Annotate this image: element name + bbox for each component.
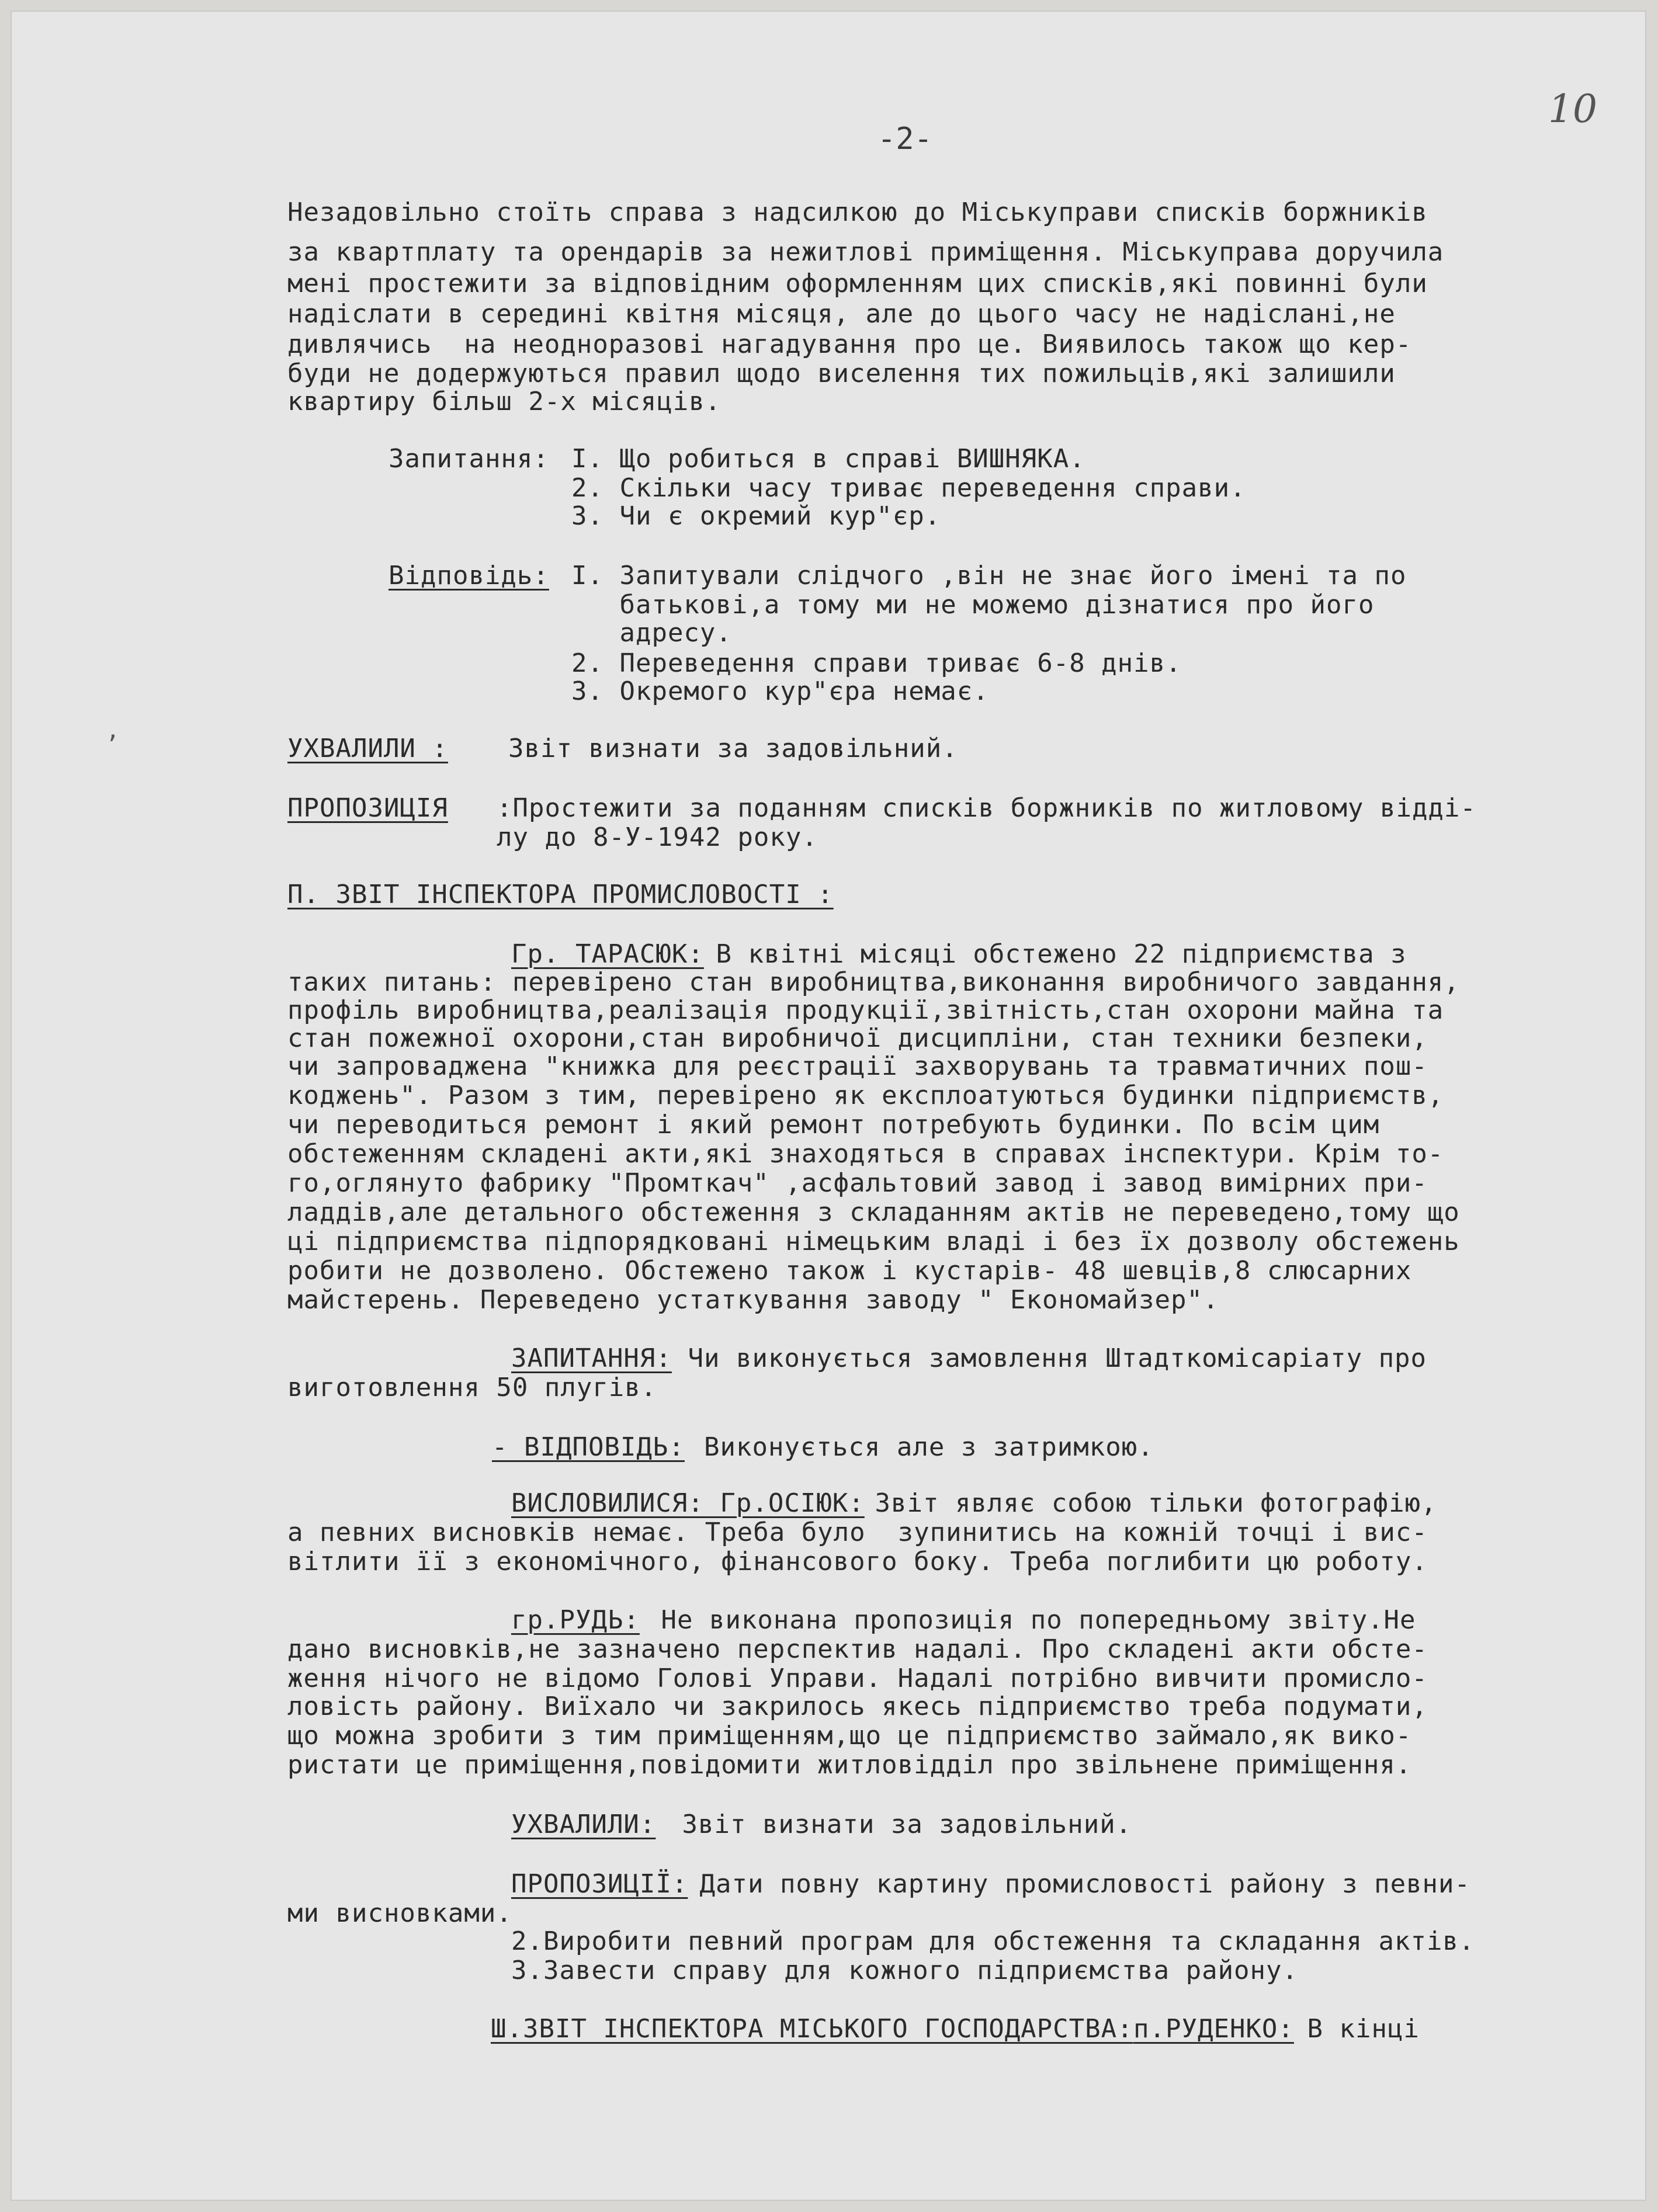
text-line: за квартплату та орендарів за нежитлові приміщення. Міськуправа доручила bbox=[287, 237, 1444, 267]
spoke-label: ВИСЛОВИЛИСЯ: Гр.ОСІЮК: bbox=[511, 1488, 865, 1518]
text-line: В квітні місяці обстежено 22 підприємства з bbox=[700, 939, 1407, 969]
text-line: В кінці bbox=[1291, 2014, 1420, 2044]
text-line: виготовлення 50 плугів. bbox=[287, 1373, 657, 1402]
text-line: ження нічого не відомо Голові Управи. Надалі потрібно вивчити промисло- bbox=[287, 1664, 1428, 1693]
text-line: ристати це приміщення,повідомити житловідділ про звільнене приміщення. bbox=[287, 1750, 1412, 1780]
text-line: вітлити її з економічного, фінансового боку. Треба поглибити цю роботу. bbox=[287, 1547, 1428, 1576]
answers-label: Відповідь: bbox=[389, 561, 549, 591]
text-line: Чи виконується замовлення Штадткомісаріату про bbox=[672, 1343, 1427, 1373]
text-line: 2.Виробити певний програм для обстеження та складання актів. bbox=[511, 1926, 1475, 1956]
text-line: робити не дозволено. Обстежено також і кустарів- 48 шевців,8 слюсарних bbox=[287, 1256, 1412, 1286]
answer-item: адресу. bbox=[571, 618, 732, 648]
text-line: ці підприємства підпорядковані німецьким владі і без їх дозволу обстежень bbox=[287, 1227, 1460, 1256]
section-heading: П. ЗВІТ ІНСПЕКТОРА ПРОМИСЛОВОСТІ : bbox=[287, 880, 834, 909]
proposal-text: :Простежити за поданням списків боржників по житловому відді- bbox=[497, 793, 1476, 823]
resolved-text: Звіт визнати за задовільний. bbox=[666, 1810, 1132, 1839]
text-line: надіслати в середині квітня місяця, але до цього часу не надіслані,не bbox=[287, 299, 1396, 329]
text-line: го,оглянуто фабрику "Промткач" ,асфальтовий завод і завод вимірних при- bbox=[287, 1168, 1428, 1198]
text-line: ловість району. Виїхало чи закрилось якесь підприємство треба подумати, bbox=[287, 1692, 1428, 1721]
archive-page-number: 10 bbox=[1548, 86, 1597, 131]
answer-item: 2. Переведення справи триває 6-8 днів. bbox=[571, 648, 1182, 678]
text-line: чи переводиться ремонт і який ремонт потребують будинки. По всім цим bbox=[287, 1110, 1380, 1140]
text-line: дано висновків,не зазначено перспектив надалі. Про складені акти обсте- bbox=[287, 1634, 1428, 1664]
resolved-label: УХВАЛИЛИ : bbox=[287, 734, 448, 763]
text-line: Не виконана пропозиція по попередньому звіту.Не bbox=[645, 1605, 1416, 1635]
speaker-name: гр.РУДЬ: bbox=[511, 1605, 640, 1635]
proposals-label: ПРОПОЗИЦІЇ: bbox=[511, 1869, 688, 1899]
section-heading: Ш.ЗВІТ ІНСПЕКТОРА МІСЬКОГО ГОСПОДАРСТВА: bbox=[491, 2014, 1133, 2044]
text-line: обстеженням складені акти,які знаходяться в справах інспектури. Крім то- bbox=[287, 1139, 1444, 1169]
document-page bbox=[11, 11, 1646, 2201]
text-line: а певних висновків немає. Треба було зупинитись на кожній точці і вис- bbox=[287, 1518, 1428, 1547]
margin-mark: ’ bbox=[105, 731, 120, 758]
text-line: дивлячись на неодноразові нагадування про це. Виявилось також що кер- bbox=[287, 329, 1412, 359]
question-label: ЗАПИТАННЯ: bbox=[511, 1343, 672, 1373]
question-item: 2. Скільки часу триває переведення справи. bbox=[571, 473, 1246, 503]
questions-label: Запитання: bbox=[389, 444, 549, 474]
text-line: ладдів,але детального обстеження з складанням актів не переведено,тому що bbox=[287, 1197, 1460, 1227]
text-line: стан пожежної охорони,стан виробничої дисципліни, стан техники безпеки, bbox=[287, 1023, 1428, 1053]
speaker-name: п.РУДЕНКО: bbox=[1133, 2014, 1294, 2044]
text-line: майстерень. Переведено устаткування заводу " Економайзер". bbox=[287, 1285, 1219, 1315]
answer-item: 3. Окремого кур"єра немає. bbox=[571, 676, 989, 706]
page-number: -2- bbox=[877, 121, 932, 157]
proposal-text: лу до 8-У-1942 року. bbox=[497, 822, 818, 852]
text-line: мені простежити за відповідним оформленням цих списків,які повинні були bbox=[287, 269, 1428, 298]
question-item: 3. Чи є окремий кур"єр. bbox=[571, 501, 941, 531]
text-line: Незадовільно стоїть справа з надсилкою до Міськуправи списків боржників bbox=[287, 197, 1428, 227]
answer-label: - ВІДПОВІДЬ: bbox=[492, 1432, 685, 1462]
proposal-label: ПРОПОЗИЦІЯ bbox=[287, 793, 448, 823]
answer-item: І. Запитували слідчого ,він не знає його імені та по bbox=[571, 561, 1407, 591]
text-line: коджень". Разом з тим, перевірено як експлоатуються будинки підприємств, bbox=[287, 1081, 1444, 1110]
text-line: таких питань: перевірено стан виробництва,виконання виробничого завдання, bbox=[287, 967, 1460, 997]
resolved-text: Звіт визнати за задовільний. bbox=[508, 734, 958, 763]
answer-item: батькові,а тому ми не можемо дізнатися про його bbox=[571, 590, 1375, 620]
text-line: ми висновками. bbox=[287, 1898, 512, 1928]
text-line: буди не додержуються правил щодо виселення тих пожильців,які залишили bbox=[287, 359, 1396, 388]
resolved-label: УХВАЛИЛИ: bbox=[511, 1810, 656, 1839]
text-line: профіль виробництва,реалізація продукції,звітність,стан охорони майна та bbox=[287, 995, 1444, 1025]
text-line: квартиру більш 2-х місяців. bbox=[287, 387, 722, 416]
question-item: І. Що робиться в справі ВИШНЯКА. bbox=[571, 444, 1085, 474]
text-line: чи запроваджена "книжка для реєстрації захворувань та травматичних пош- bbox=[287, 1051, 1428, 1081]
text-line: 3.Завести справу для кожного підприємства району. bbox=[511, 1956, 1299, 1985]
text-line: що можна зробити з тим приміщенням,що це підприємство займало,як вико- bbox=[287, 1721, 1412, 1751]
text-line: Звіт являє собою тільки фотографію, bbox=[859, 1488, 1437, 1518]
speaker-name: Гр. ТАРАСЮК: bbox=[511, 939, 704, 969]
text-line: Дати повну картину промисловості району з певни- bbox=[684, 1869, 1471, 1899]
answer-text: Виконується але з затримкою. bbox=[672, 1432, 1154, 1462]
